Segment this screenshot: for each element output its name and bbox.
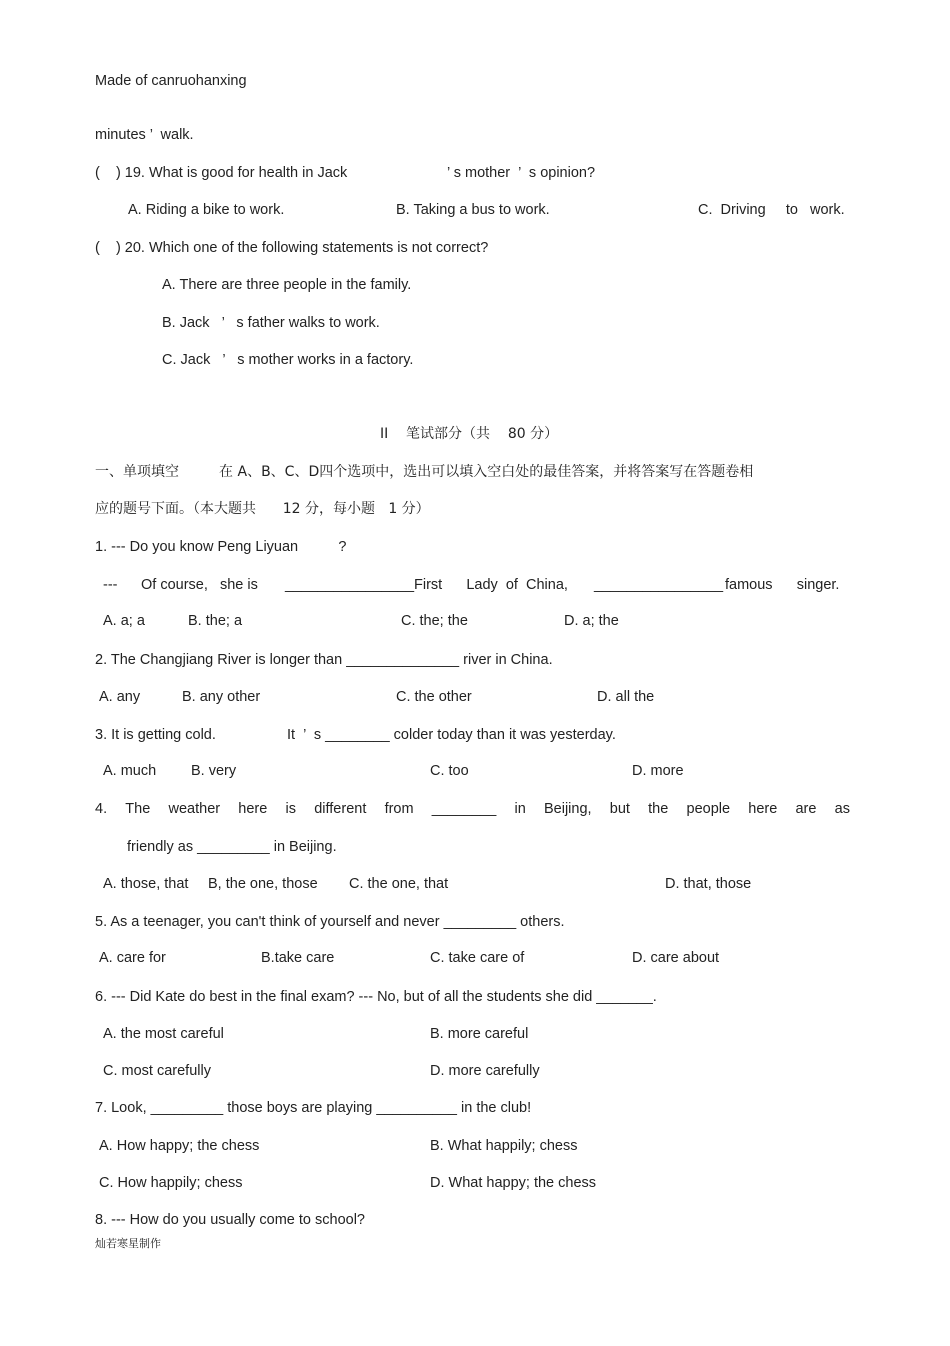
q2-option-d: D. all the: [597, 689, 655, 705]
q4-word: 4.: [95, 801, 108, 817]
q19-option-c: C. Driving to work.: [698, 202, 845, 218]
q4-word: from: [384, 801, 414, 817]
q4-word: here: [748, 801, 778, 817]
q4-word: weather: [168, 801, 221, 817]
q20-option-c: C. Jack ’ s mother works in a factory.: [162, 352, 414, 368]
q1-reply-part2: First Lady of China,: [414, 577, 568, 593]
q20-option-a: A. There are three people in the family.: [162, 277, 412, 293]
q5-option-a: A. care for: [99, 950, 166, 966]
section1-instructions: 一、单项填空 在 A、B、C、D四个选项中，选出可以填入空白处的最佳答案，并将答案写在答题卷相: [95, 464, 754, 480]
q8-stem: 8. --- How do you usually come to school?: [95, 1212, 365, 1228]
q5-option-d: D. care about: [632, 950, 720, 966]
q4-word: the: [648, 801, 669, 817]
q4-word: here: [238, 801, 268, 817]
q20-stem: ( ) 20. Which one of the following statements is not correct?: [95, 240, 489, 256]
q4-option-a: A. those, that: [103, 876, 189, 892]
q4-word: people: [686, 801, 731, 817]
q1-reply-part1: Of course, she is: [141, 577, 258, 593]
page-header: Made of canruohanxing: [95, 73, 247, 89]
q1-option-c: C. the; the: [401, 613, 468, 629]
q4-stem: [95, 800, 850, 818]
q2-option-c: C. the other: [396, 689, 472, 705]
q4-word: as: [834, 801, 850, 817]
q4-option-c: C. the one, that: [349, 876, 449, 892]
q4-word: Beijing,: [543, 801, 592, 817]
page-footer: 灿若寒星制作: [95, 1237, 161, 1250]
q2-option-a: A. any: [99, 689, 141, 705]
section1-instructions-cont: 应的题号下面。（本大题共 12 分，每小题 1 分）: [95, 501, 430, 517]
q6-option-d: D. more carefully: [430, 1063, 540, 1079]
q6-option-a: A. the most careful: [103, 1026, 224, 1042]
q3-option-b: B. very: [191, 763, 237, 779]
q3-option-c: C. too: [430, 763, 469, 779]
q19-option-b: B. Taking a bus to work.: [396, 202, 550, 218]
q3-stem-cont: It ’ s ________ colder today than it was yesterday.: [287, 727, 616, 743]
q7-option-d: D. What happy; the chess: [430, 1175, 597, 1191]
q20-option-b: B. Jack ’ s father walks to work.: [162, 315, 380, 331]
q1-option-a: A. a; a: [103, 613, 145, 629]
q1-option-b: B. the; a: [188, 613, 243, 629]
q6-stem: 6. --- Did Kate do best in the final exam? --- No, but of all the students she did _______.: [95, 989, 657, 1005]
q4-option-b: B, the one, those: [208, 876, 318, 892]
q4-word: in: [514, 801, 526, 817]
q4-option-d: D. that, those: [665, 876, 752, 892]
q6-option-b: B. more careful: [430, 1026, 529, 1042]
q2-option-b: B. any other: [182, 689, 261, 705]
q5-stem: 5. As a teenager, you can't think of yourself and never _________ others.: [95, 914, 565, 930]
q1-reply-dash: ---: [103, 577, 118, 593]
q1-blank-2: ________________: [594, 577, 724, 593]
q19-stem: ( ) 19. What is good for health in Jack: [95, 165, 348, 181]
q5-option-c: C. take care of: [430, 950, 525, 966]
q7-stem: 7. Look, _________ those boys are playing __________ in the club!: [95, 1100, 532, 1116]
section-title: II 笔试部分（共 80 分）: [380, 426, 559, 442]
q3-option-a: A. much: [103, 763, 157, 779]
q4-word: is: [285, 801, 297, 817]
q19-stem-end: ’ s mother ’ s opinion?: [447, 165, 596, 181]
q7-option-b: B. What happily; chess: [430, 1138, 578, 1154]
q4-word: different: [314, 801, 367, 817]
q3-stem: 3. It is getting cold.: [95, 727, 216, 743]
q1-reply-part3: famous singer.: [725, 577, 840, 593]
q18-tail-text: minutes ’ walk.: [95, 127, 194, 143]
q2-stem: 2. The Changjiang River is longer than ______________ river in China.: [95, 652, 553, 668]
q1-stem: 1. --- Do you know Peng Liyuan ?: [95, 539, 347, 555]
q3-option-d: D. more: [632, 763, 684, 779]
q6-option-c: C. most carefully: [103, 1063, 211, 1079]
q19-option-a: A. Riding a bike to work.: [128, 202, 285, 218]
q4-blank: ________: [431, 801, 497, 817]
q5-option-b: B.take care: [261, 950, 335, 966]
q4-word: The: [125, 801, 151, 817]
q4-word: but: [609, 801, 630, 817]
q1-option-d: D. a; the: [564, 613, 619, 629]
q7-option-c: C. How happily; chess: [99, 1175, 243, 1191]
q7-option-a: A. How happy; the chess: [99, 1138, 260, 1154]
q1-blank-1: ________________: [285, 577, 415, 593]
q4-stem-cont: friendly as _________ in Beijing.: [127, 839, 337, 855]
q4-word: are: [795, 801, 817, 817]
